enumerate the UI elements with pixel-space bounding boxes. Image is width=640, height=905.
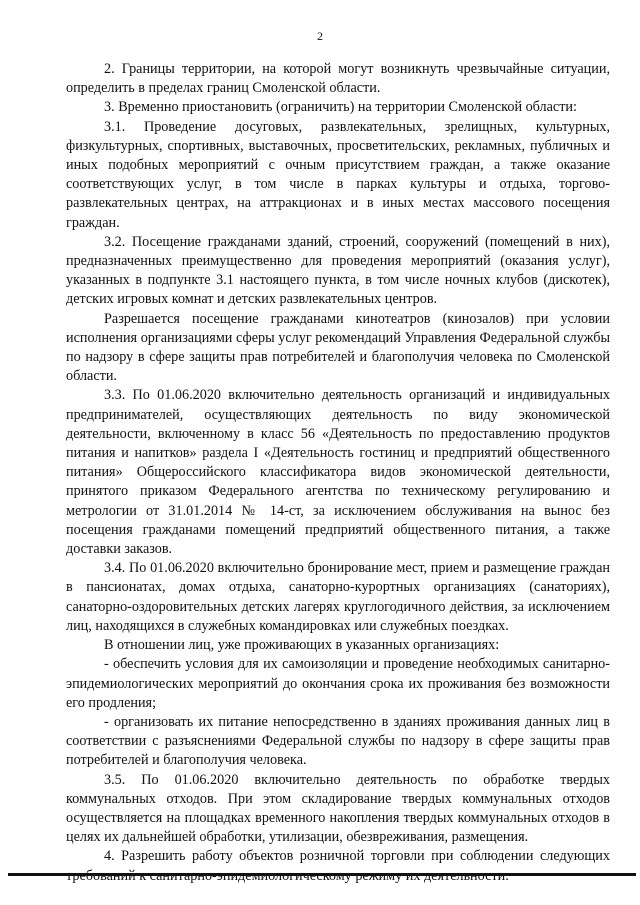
scan-edge-line (8, 873, 636, 876)
paragraph-cinemas: Разрешается посещение гражданами кинотеатров (кинозалов) при условии исполнения организациями сферы услуг рекомендаций Управления Федеральной службы по надзору в сфере защиты прав потребителей и благополучия человека по Смоленской области. (66, 310, 610, 385)
paragraph-3-2: 3.2. Посещение гражданами зданий, строений, сооружений (помещений в них), предназначенных преимущественно для проведения мероприятий (оказания услуг), указанных в подпункте 3.1 настоящего пункта, в том числе ночных клубов (дискотек), детских игровых комнат и детских развлекательных центров. (66, 233, 610, 308)
document-body (66, 60, 610, 886)
paragraph-3-5: 3.5. По 01.06.2020 включительно деятельность по обработке твердых коммунальных отходов. При этом складирование твердых коммунальных отходов осуществляется на площадках временного накопления твердых коммунальных отходов в целях их дальнейшей обработки, утилизации, обезвреживания, размещения. (66, 771, 610, 846)
paragraph-4: 4. Разрешить работу объектов розничной торговли при соблюдении следующих (104, 848, 610, 865)
paragraph-borders: 2. Границы территории, на которой могут возникнуть чрезвычайные ситуации, определить в пределах границ Смоленской области. (66, 61, 610, 97)
paragraph-3-3: 3.3. По 01.06.2020 включительно деятельность организаций и индивидуальных предпринимателей, осуществляющих деятельность по виду экономической деятельности, включенному в класс 56 «Деятельность по предоставлению продуктов питания и напитков» раздела I «Деятельность гостиниц и предприятий общественного питания» Общероссийского классификатора видов экономической деятельности, принятого приказом Федерального агентства по техническому регулированию и метрологии от 31.01.2014 № 14-ст, за исключением обслуживания на вынос без посещения гражданами помещений предприятий общественного питания, а также доставки заказов. (66, 387, 610, 558)
paragraph-suspend: 3. Временно приостановить (ограничить) на территории Смоленской области: (104, 99, 577, 116)
page-number: 2 (317, 29, 323, 43)
paragraph-residents: В отношении лиц, уже проживающих в указанных организациях: (104, 637, 500, 654)
paragraph-self-isolation: - обеспечить условия для их самоизоляции и проведение необходимых санитарно-эпидемиологических мероприятий до окончания срока их проживания без возможности его продления; (66, 656, 610, 711)
paragraph-meals: - организовать их питание непосредственно в зданиях проживания данных лиц в соответствии с разъяснениями Федеральной службы по надзору в сфере защиты прав потребителей и благополучия человека. (66, 713, 610, 769)
paragraph-3-4: 3.4. По 01.06.2020 включительно бронирование мест, прием и размещение граждан в пансионатах, домах отдыха, санаторно-курортных организациях (санаториях), санаторно-оздоровительных детских лагерях круглогодичного действия, за исключением лиц, находящихся в служебных командировках или служебных поездках. (66, 560, 610, 634)
paragraph-3-1: 3.1. Проведение досуговых, развлекательных, зрелищных, культурных, физкультурных, спортивных, выставочных, просветительских, рекламных, публичных и иных подобных мероприятий с очным присутствием граждан, а также оказание соответствующих услуг, в том числе в парках культуры и отдыха, торгово-развлекательных центрах, на аттракционах и в иных местах массового посещения граждан. (66, 118, 610, 231)
